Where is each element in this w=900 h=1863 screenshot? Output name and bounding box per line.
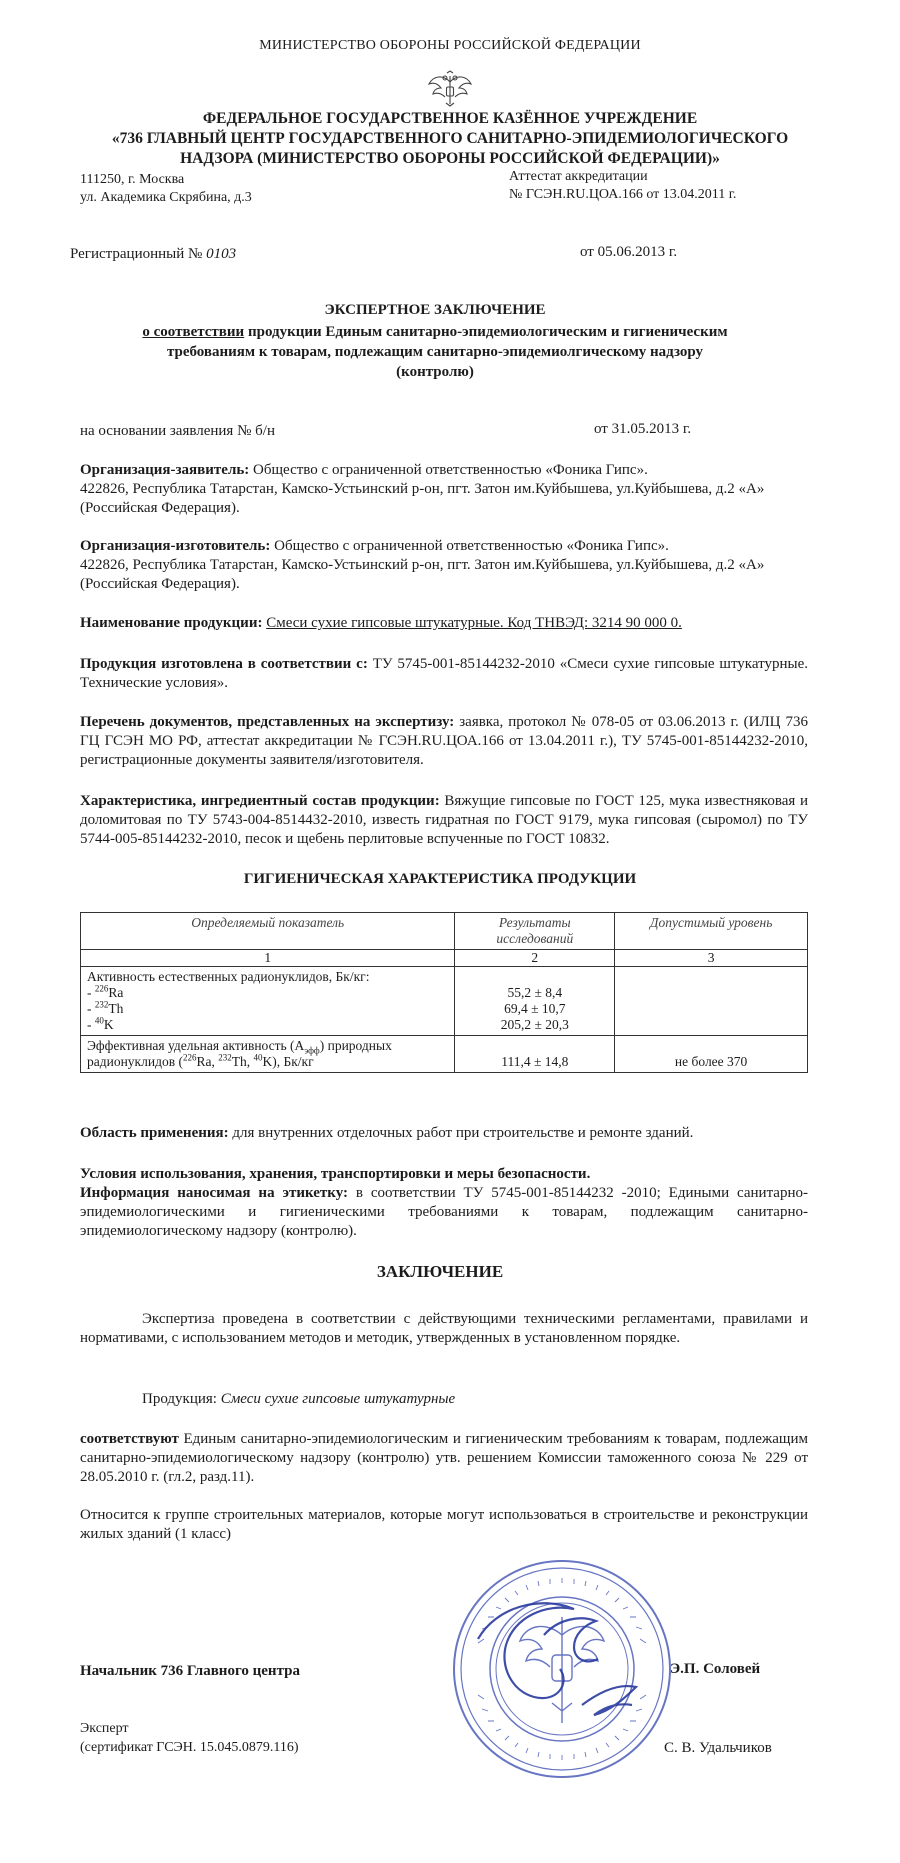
conclusion-product-label: Продукция: [142,1391,221,1407]
radionuclides-title: Активность естественных радионуклидов, Бк/кг: [87,969,370,984]
produced-per-value: ТУ 5745-001-85144232-2010 «Смеси сухие гипсовые штукатурные. Технические условия». [80,656,809,691]
scope-label: Область применения: [80,1125,229,1141]
column-header-limit: Допустимый уровень [615,913,808,950]
address-line1: 111250, г. Москва [80,172,185,187]
scope-value: для внутренних отделочных работ при строительстве и ремонте зданий. [228,1125,694,1141]
effective-activity-value: 111,4 ± 14,8 [455,1036,615,1073]
potassium-label: - $^{40}$K [87,1015,114,1032]
manufacturer-block [80,537,808,594]
documents-value: заявка, протокол № 078-05 от 03.06.2013 г. (ИЛЦ 736 ГЦ ГСЭН МО РФ, аттестат аккредитации № ГСЭН.RU.ЦОА.166 от 13.04.2011 г.), ТУ 5745-001-85144232-2010, регистрационные документы заявителя/изготовителя. [80,714,808,768]
hygiene-table [80,912,808,1073]
product-name-label: Наименование продукции: [80,615,263,631]
expert-name: С. В. Удальчиков [664,1740,772,1756]
org-name-line3: НАДЗОРА (МИНИСТЕРСТВО ОБОРОНЫ РОССИЙСКОЙ ФЕДЕРАЦИИ)» [180,150,720,167]
hygiene-table-heading: ГИГИЕНИЧЕСКАЯ ХАРАКТЕРИСТИКА ПРОДУКЦИИ [243,871,637,887]
applicant-address: 422826, Республика Татарстан, Камско-Устьинский р-он, пгт. Затон им.Куйбышева, ул.Куйбышева, д.2 «А» (Российская Федерация). [80,481,765,516]
ministry-name: МИНИСТЕРСТВО ОБОРОНЫ РОССИЙСКОЙ ФЕДЕРАЦИИ [259,38,641,53]
table-number-row [81,950,808,967]
accreditation-line1: Аттестат аккредитации [509,169,648,184]
basis-statement: на основании заявления № б/н [80,423,275,439]
conclusion-product [142,1390,455,1409]
registration-value: 0103 [206,246,237,262]
effective-activity-limit: не более 370 [615,1036,808,1073]
material-group-statement: Относится к группе строительных материалов, которые могут использоваться в строительстве и реконструкции жилых зданий (1 класс) [80,1507,808,1542]
conclusion-product-value: Смеси сухие гипсовые штукатурные [220,1391,456,1407]
manufacturer-label: Организация-изготовитель: [80,538,271,554]
composition-block [80,792,808,849]
subtitle-rest: продукции Единым санитарно-эпидемиологическим и гигиеническим [244,324,728,340]
applicant-name: Общество с ограниченной ответственностью «Фоника Гипс». [249,462,648,478]
column-header-indicator: Определяемый показатель [81,913,455,950]
potassium-value: 205,2 ± 20,3 [500,1017,569,1032]
column-number-1: 1 [81,950,455,967]
product-name-value: Смеси сухие гипсовые штукатурные. Код ТНВЭД: 3214 90 000 0. [266,615,682,631]
conformity-keyword: соответствуют [80,1431,179,1447]
produced-per-label: Продукция изготовлена в соответствии с: [80,656,368,672]
subtitle-line3: (контролю) [396,364,474,380]
documents-label: Перечень документов, представленных на экспертизу: [80,714,455,730]
round-seal-stamp-icon [448,1555,676,1783]
produced-per-block [80,655,808,693]
product-name-block [80,614,808,633]
subtitle-line2: требованиям к товарам, подлежащим санитарно-эпидемиолгическому надзору [166,344,704,360]
applicant-label: Организация-заявитель: [80,462,250,478]
table-header-row [81,913,808,950]
expert-title: Эксперт [80,1721,129,1736]
conformity-statement [80,1430,808,1487]
manufacturer-name: Общество с ограниченной ответственностью «Фоника Гипс». [270,538,669,554]
radionuclides-results [455,967,615,1036]
applicant-block [80,461,808,518]
accreditation-line2: № ГСЭН.RU.ЦОА.166 от 13.04.2011 г. [509,187,737,202]
expert-certificate: (сертификат ГСЭН. 15.045.0879.116) [80,1740,299,1755]
thorium-label: - $^{232}$Th [87,999,124,1016]
documents-block [80,713,808,770]
document-subtitle [0,322,870,382]
radium-label: - $^{226}$Ra [87,983,124,1000]
composition-value: Вяжущие гипсовые по ГОСТ 125, мука известняковая и доломитовая по ТУ 5743-004-8514432-2010, известь гидратная по ГОСТ 9179, мука гипсовая (сыромол) по ТУ 5744-005-85144232-2010, песок и щебень перлитовые вспученные по ГОСТ 10832. [80,793,808,847]
registration-label: Регистрационный № [70,246,203,262]
head-name: Э.П. Соловей [670,1661,761,1677]
subtitle-underlined: о соответствии [142,324,245,340]
table-row [81,967,808,1036]
document-title: ЭКСПЕРТНОЕ ЗАКЛЮЧЕНИЕ [324,302,546,318]
manufacturer-address: 422826, Республика Татарстан, Камско-Устьинский р-он, пгт. Затон им.Куйбышева, ул.Куйбышева, д.2 «А» (Российская Федерация). [80,557,765,592]
column-number-2: 2 [455,950,615,967]
basis-date: от 31.05.2013 г. [594,421,692,437]
conformity-text: Единым санитарно-эпидемиологическим и гигиеническим требованиям к товарам, подлежащим санитарно-эпидемиологическому надзору (контролю) утв. решением Комиссии таможенного союза № 229 от 28.05.2010 г. (гл.2, разд.11). [80,1431,808,1485]
org-name-line2: «736 ГЛАВНЫЙ ЦЕНТР ГОСУДАРСТВЕННОГО САНИТАРНО-ЭПИДЕМИОЛОГИЧЕСКОГО [111,130,789,147]
double-headed-eagle-icon [425,70,475,108]
head-title: Начальник 736 Главного центра [80,1663,300,1679]
radium-value: 55,2 ± 8,4 [507,985,563,1000]
table-row [81,1036,808,1073]
conclusion-title: ЗАКЛЮЧЕНИЕ [376,1262,504,1281]
column-header-results: Результаты исследований [455,913,615,950]
labeling-label: Информация наносимая на этикетку: [80,1185,348,1201]
radionuclides-cell [81,967,455,1036]
composition-label: Характеристика, ингредиентный состав продукции: [80,793,440,809]
conclusion-paragraph: Экспертиза проведена в соответствии с действующими техническими регламентами, правилами и нормативами, с использованием методов и методик, утвержденных в установленном порядке. [80,1311,808,1346]
address-line2: ул. Академика Скрябина, д.3 [80,190,252,205]
conditions-label: Условия использования, хранения, транспортировки и меры безопасности. [80,1166,591,1182]
registration-number [70,245,236,264]
radionuclides-limit [615,967,808,1036]
registration-date: от 05.06.2013 г. [580,244,678,260]
thorium-value: 69,4 ± 10,7 [504,1001,566,1016]
org-name-line1: ФЕДЕРАЛЬНОЕ ГОСУДАРСТВЕННОЕ КАЗЁННОЕ УЧРЕЖДЕНИЕ [202,110,698,127]
column-number-3: 3 [615,950,808,967]
scope-block [80,1124,808,1143]
conditions-block [80,1165,808,1241]
labeling-value: в соответствии ТУ 5745-001-85144232 -2010; Едиными санитарно-эпидемиологическими и гигиеническими требованиями к товарам, подлежащим санитарно-эпидемиологическому надзору (контролю). [80,1185,808,1239]
effective-activity-cell: Эффективная удельная активность $(А_{эфф})$ природных радионуклидов ($^{226}$Ra, $^{232}$Th, $^{40}$K), Бк/кг [81,1036,455,1073]
